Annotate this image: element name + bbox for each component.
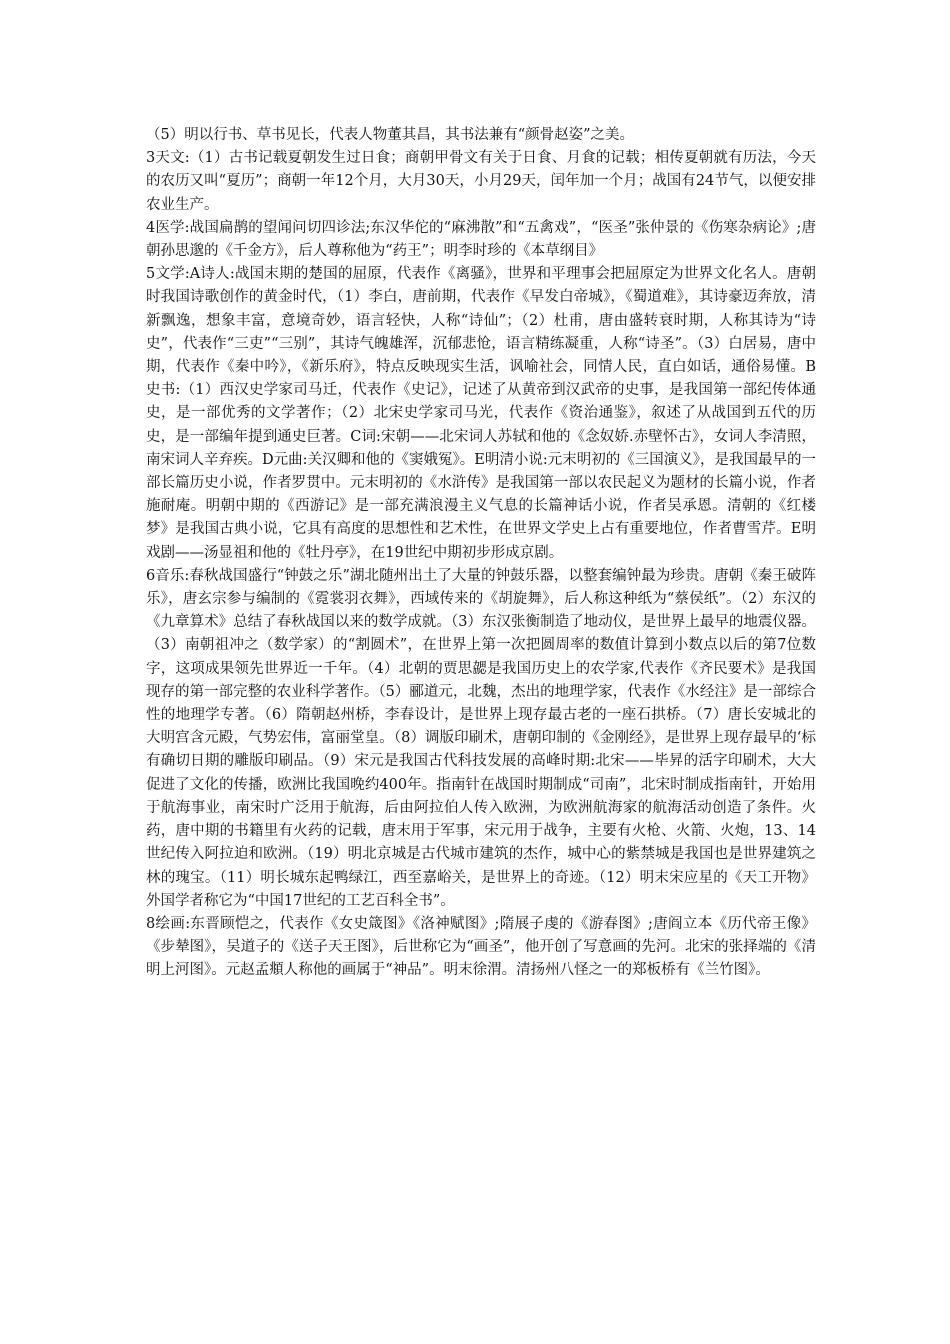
paragraph-technology: 8绘画:东晋顾恺之，代表作《女史箴图》《洛神赋图》;隋展子虔的《游春图》;唐阎立本《历代帝王像》《步辇图》，吴道子的《送子天王图》，后世称它为“画圣”，他开创了写意画的先河。北宋的张择端的《清明上河图》。元赵孟頫人称他的画属于“神品”。明末徐渭。清扬州八怪之一的郑板桥有《兰竹图》。 — [146, 915, 816, 979]
paragraph-astronomy: 3天文:（1）古书记载夏朝发生过日食；商朝甲骨文有关于日食、月食的记载；相传夏朝就有历法，今天的农历又叫“夏历”；商朝一年12个月，大月30天，小月29天，闰年加一个月；战国有24节气，以便安排农业生产。 — [146, 150, 816, 213]
paragraph-music: 6音乐:春秋战国盛行“钟鼓之乐”湖北随州出土了大量的钟鼓乐器，以整套编钟最为珍贵。唐朝《秦王破阵乐》，唐玄宗参与编制的《霓裳羽衣舞》，西域传来的《胡旋舞》，后人称这种纸为“蔡侯纸”。（2）东汉的《九章算术》总结了春秋战国以来的数学成就。（3）东汉张衡制造了地动仪，是世界上最早的地震仪器。（3）南朝祖冲之（数学家）的“割圆术”，在世界上第一次把圆周率的数值计算到小数点以后的第7位数字，这项成果领先世界近一千年。（4）北朝的贾思勰是我国历史上的农学家,代表作《齐民要术》是我国现存的第一部完整的农业科学著作。（5）郦道元，北魏，杰出的地理学家，代表作《水经注》是一部综合性的地理学专著。（6）隋朝赵州桥，李春设计，是世界上现存最古老的一座石拱桥。（7）唐长安城北的大明宫含元殿，气势宏伟，富丽堂皇。（8）调版印刷术，唐朝印制的《金刚经》，是世界上现存最早的‘标有确切日期的雕版印刷品。（9）宋元是我国古代科技发展的高峰时期:北宋——毕昇的活字印刷术，大大促进了文化的传播，欧洲比我国晚约400年。指南针在战国时期制成“司南”，北宋时制成指南针，开始用于航海事业，南宋时广泛用于航海，后由阿拉伯人传入欧洲，为欧洲航海家的航海活动创造了条件。火药，唐中期的书籍里有火药的记载，唐末用于军事，宋元用于战争，主要有火枪、火箭、火炮，13、14世纪传入阿拉迫和欧洲。（19）明北京城是古代城市建筑的杰作，城中心的紫禁城是我国也是世界建筑之林的瑰宝。（11）明长城东起鸭绿江，西至嘉峪关，是世界上的奇迹。（12）明末宋应星的《天工开物》外国学者称它为“中国17世纪的工艺百科全书”。 — [146, 567, 816, 909]
paragraph-calligraphy-ming: （5）明以行书、草书见长，代表人物董其昌，其书法兼有“颜骨赵姿”之美。 — [146, 127, 635, 143]
document-body — [146, 124, 816, 983]
paragraph-literature: 5文学:A诗人:战国末期的楚国的屈原，代表作《离骚》，世界和平理事会把屈原定为世界文化名人。唐朝时我国诗歌创作的黄金时代，（1）李白，唐前期，代表作《早发白帝城》，《蜀道难》，其诗豪迈奔放，清新飘逸，想象丰富，意境奇妙，语言轻快，人称“诗仙”；（2）杜甫，唐由盛转衰时期，人称其诗为“诗史”，代表作“三吏”“三别”，其诗气魄雄浑，沉郁悲怆，语言精练凝重，人称“诗圣”。（3）白居易，唐中期，代表作《秦中吟》，《新乐府》，特点反映现实生活，讽喻社会，同情人民，直白如话，通俗易懂。B史书:（1）西汉史学家司马迁，代表作《史记》，记述了从黄帝到汉武帝的史事，是我国第一部纪传体通史，是一部优秀的文学著作；（2）北宋史学家司马光，代表作《资治通鉴》，叙述了从战国到五代的历史，是一部编年提到通史巨著。C词:宋朝——北宋词人苏轼和他的《念奴娇.赤壁怀古》，女词人李清照，南宋词人辛弃疾。D元曲:关汉卿和他的《窦娥冤》。E明清小说:元末明初的《三国演义》，是我国最早的一部长篇历史小说，作者罗贯中。元末明初的《水浒传》是我国第一部以农民起义为题材的长篇小说，作者施耐庵。明朝中期的《西游记》是一部充满浪漫主义气息的长篇神话小说，作者吴承恩。清朝的《红楼梦》是我国古典小说，它具有高度的思想性和艺术性，在世界文学史上占有重要地位，作者曹雪芹。E明戏剧——汤显祖和他的《牡丹亭》，在19世纪中期初步形成京剧。 — [146, 266, 816, 561]
paragraph-medicine: 4医学:战国扁鹊的望闻问切四诊法;东汉华佗的“麻沸散”和“五禽戏”，“医圣”张仲景的《伤寒杂病论》;唐朝孙思邈的《千金方》，后人尊称他为“药王”；明李时珍的《本草纲目》 — [146, 219, 816, 260]
